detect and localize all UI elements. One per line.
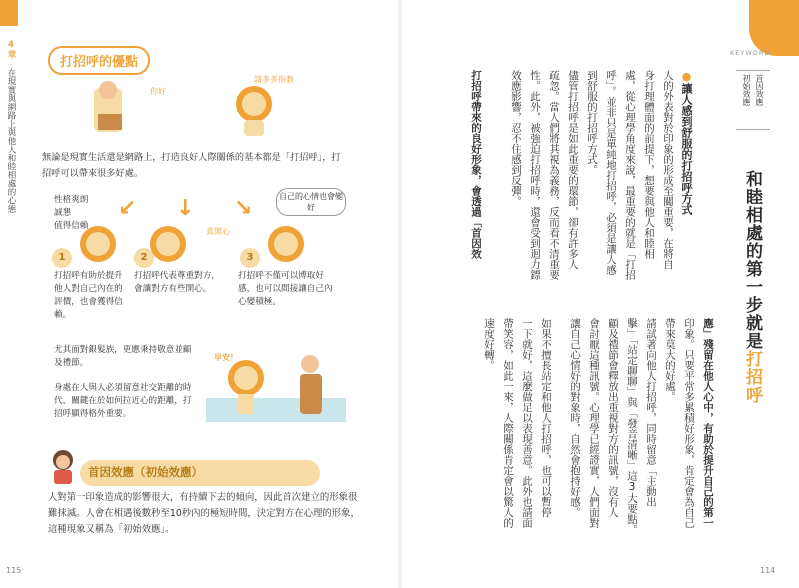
body-col-19: 如果不擅長站定和他人打招呼，也可以暫停 [540, 318, 552, 518]
note-elderly: 尤其面對銀髮族，更應秉持敬意並顧及禮節。 [54, 345, 192, 368]
trait-2: 誠懇 [54, 208, 72, 218]
body-col-12: 印象。只要平常多累積好形象，肯定會為自己 [683, 318, 695, 528]
keyword-2: 初始效應 [742, 74, 751, 106]
body-col-6: 儘管打招呼是如此重要的環節，卻有許多人 [567, 70, 579, 270]
teacher-avatar [48, 448, 78, 484]
title-highlight: 打招呼 [742, 350, 762, 404]
benefit-text-3: 打招呼不僅可以博取好感，也可以間接讓自己內心變積極。 [238, 271, 333, 307]
body-col-7: 疏忽。當人們將其視為義務，反而看不清重要 [548, 70, 560, 280]
teacher-icon [48, 448, 78, 484]
thought-bubble-text: 自己的心情也會變好 [279, 192, 343, 212]
lion-faces-icon [76, 222, 306, 266]
page-number-right: 114 [760, 566, 776, 575]
intro-paragraph: 無論是現實生活還是網路上，打造良好人際關係的基本都是「打招呼」，打招呼可以帶來很多好處。 [42, 152, 341, 179]
body-col-13: 帶來莫大的好處。 [664, 318, 676, 402]
body-col-17: 會討厭這種訊號。心理學已經證實，人們面對 [588, 318, 600, 528]
chapter-side-label [6, 40, 16, 213]
body-col-4: 呼」。並非只是單純地打招呼，必須是讓人感 [605, 70, 617, 275]
keyword-1: 首因效應 [755, 74, 764, 106]
body-col-22: 速度好轉。 [483, 318, 495, 371]
bubble-nice-to-meet: 請多多指教 [254, 75, 294, 84]
subtitle [680, 70, 693, 215]
body-col-16: 顧及禮節會釋放出重視對方的訊號，沒有人 [607, 318, 619, 518]
body-col-5: 到舒服的打招呼方式。 [586, 70, 598, 175]
arrow-down-right-icon: ↘ [234, 196, 253, 221]
keyword-label: KEYWORD [730, 49, 771, 57]
happy-tag: 真開心 [206, 227, 230, 236]
body-col-20: 一下就好，這麼做足以表現善意。此外也請面 [521, 318, 533, 528]
greeting-scene-icon [84, 78, 314, 140]
benefit-number-2: 2 [134, 248, 154, 268]
trait-1: 性格爽朗 [54, 195, 89, 205]
body-col-18: 讓自己心情好的對象時，自然會抱持好感。 [569, 318, 581, 518]
body-col-15: 擊」「站定聊聊」與「發音清晰」這3大要點。 [626, 318, 638, 535]
body-col-9: 效應影響，忍不住感到反彈。 [510, 70, 522, 207]
body-col-11: 應」殘留在他人心中，有助於提升自己的第一 [702, 318, 714, 528]
primacy-effect-paragraph: 人對第一印象造成的影響很大，有持續下去的傾向，因此首次建立的形象很難抹滅。人會在相遇後數秒至10秒內的極短時間，決定對方在心理的形象，這種現象又稱為「初始效應」。 [48, 492, 360, 535]
body-col-1: 人的外表對於印象的形成至關重要，在將自 [662, 70, 674, 270]
thought-bubble [276, 188, 346, 216]
ribbon-title: 首因效應（初始效應） [88, 465, 203, 479]
section-tag: 打招呼的優點 [48, 46, 150, 75]
body-col-14: 請試著向他人打招呼，同時留意「主動出 [645, 318, 657, 507]
benefit-number-3: 3 [240, 248, 260, 268]
good-morning-bubble: 早安！ [214, 353, 238, 362]
page-number-left: 115 [6, 566, 22, 575]
subtitle-text: 讓人感到舒服的打招呼方式 [680, 83, 693, 215]
body-col-2: 身打理體面的前提下，想要與他人和睦相 [643, 70, 655, 259]
benefit-number-1: 1 [52, 248, 72, 268]
arrow-down-icon: ↓ [176, 196, 195, 221]
body-col-21: 帶笑容，如此一來，人際關係肯定會以驚人的 [502, 318, 514, 528]
greeting-illustration [84, 78, 314, 140]
chapter-number: 4章 [6, 40, 16, 59]
arrow-down-left-icon: ↙ [118, 196, 137, 221]
benefit-text-1: 打招呼有助於提升他人對自己內在的評價，也會獲得信賴。 [54, 271, 123, 320]
benefit-text-2: 打招呼代表尊重對方，會讓對方有些開心。 [134, 271, 220, 294]
body-col-3: 處，從心理學角度來說，最重要的就是「打招 [624, 70, 636, 280]
page-gutter [398, 0, 402, 588]
title-main: 和睦相處的第一步就是 [742, 170, 762, 350]
trait-3: 值得信賴 [54, 221, 89, 231]
chapter-tab [0, 0, 18, 26]
body-col-8: 性。此外，被強迫打招呼時，還會受到迴力鏢 [529, 70, 541, 280]
note-social-distance: 身處在人與人必須留意社交距離的時代，關鍵在於如何拉近心的距離，打招呼顯得格外重要。 [54, 383, 192, 419]
bullet-dot-icon: ● [680, 70, 693, 83]
body-col-10: 打招呼帶來的良好形象，會透過「首因效 [470, 70, 482, 259]
lion-row-illustration [76, 222, 306, 266]
chapter-title: 在現實與網路上與他人和睦相處的心態 [6, 68, 16, 213]
page-title [742, 170, 762, 404]
bubble-hello: 你好 [150, 87, 166, 96]
